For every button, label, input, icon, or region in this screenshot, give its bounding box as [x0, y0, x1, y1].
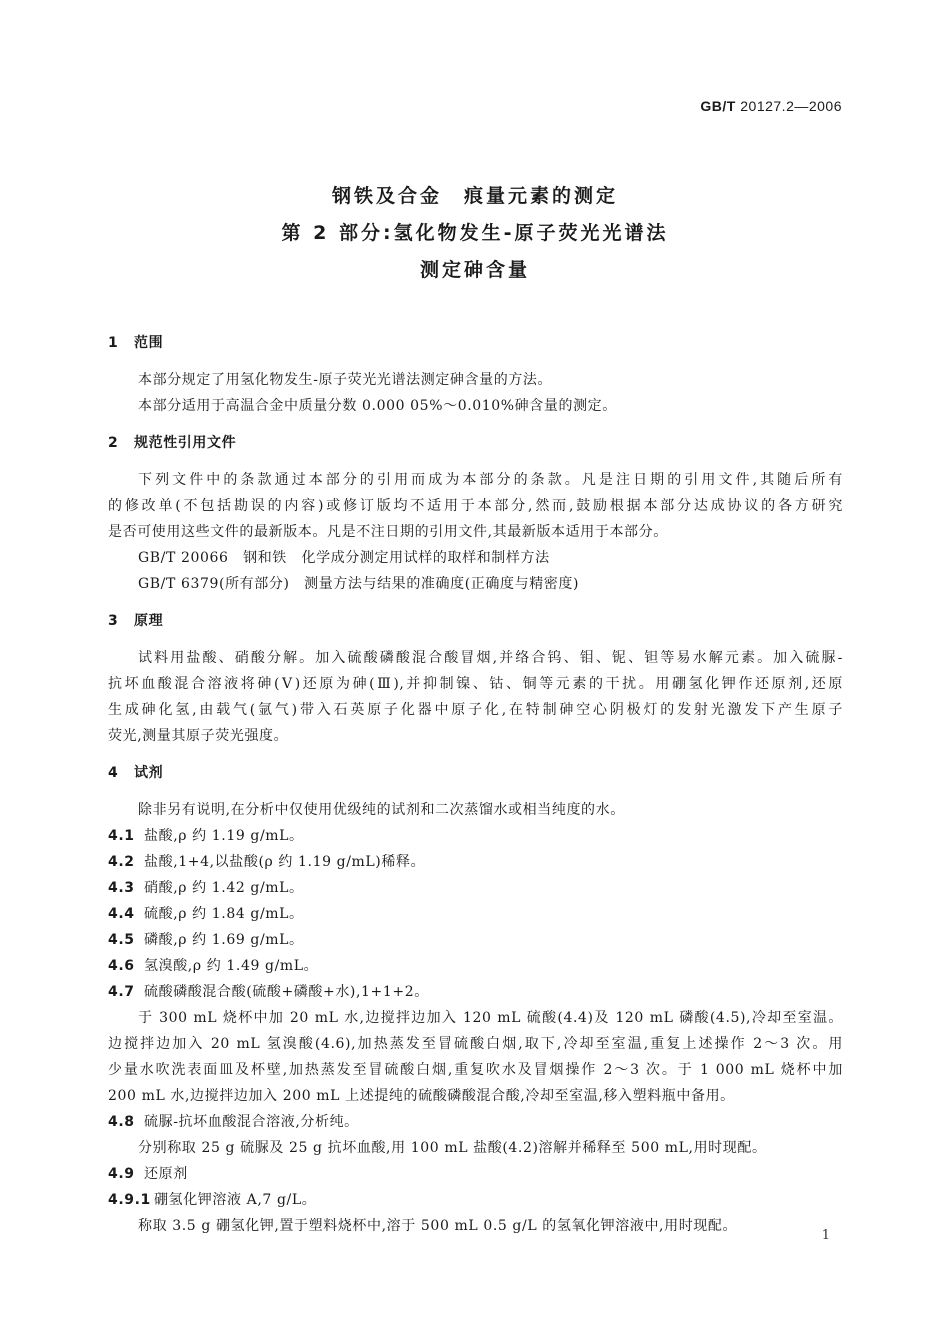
section-3-paragraph-line: 荧光,测量其原子荧光强度。 [108, 728, 289, 744]
reagent-item [108, 825, 843, 845]
title-line-2: 第 2 部分:氢化物发生-原子荧光光谱法 [281, 222, 669, 244]
section-1-paragraph-2: 本部分适用于高温合金中质量分数 0.000 05%～0.010%砷含量的测定。 [138, 398, 617, 414]
section-3-paragraph-line: 抗坏血酸混合溶液将砷(Ⅴ)还原为砷(Ⅲ),并抑制镍、钴、铜等元素的干扰。用硼氢化钾作还原剂,还原 [108, 676, 843, 692]
item-number: 4.1 [108, 828, 135, 844]
standard-code [700, 98, 842, 114]
item-number: 4.6 [108, 958, 135, 974]
section-2-paragraph-line: 下列文件中的条款通过本部分的引用而成为本部分的条款。凡是注日期的引用文件,其随后所有 [138, 472, 843, 488]
item-number: 4.4 [108, 906, 135, 922]
reagent-item [108, 903, 843, 923]
page-number: 1 [821, 1228, 830, 1243]
item-text: 硫脲-抗坏血酸混合溶液,分析纯。 [144, 1114, 359, 1130]
reagent-item [108, 1163, 843, 1183]
item-number: 4.7 [108, 984, 135, 1000]
section-title: 规范性引用文件 [134, 435, 237, 451]
reagent-item [108, 851, 843, 871]
reagent-4-7-procedure-line: 少量水吹洗表面皿及杯壁,加热蒸发至冒硫酸白烟,重复吹水及冒烟操作 2～3 次。于 1 000 mL 烧杯中加 [108, 1062, 843, 1078]
section-4-heading [108, 762, 843, 782]
section-title: 原理 [134, 613, 164, 629]
reagent-4-7-procedure-line: 200 mL 水,边搅拌边加入 200 mL 上述提纯的硫酸磷酸混合酸,冷却至室温,移入塑料瓶中备用。 [108, 1088, 735, 1104]
reagent-4-9-1-procedure: 称取 3.5 g 硼氢化钾,置于塑料烧杯中,溶于 500 mL 0.5 g/L 的氢氧化钾溶液中,用时现配。 [138, 1218, 738, 1234]
reagent-4-8-procedure: 分别称取 25 g 硫脲及 25 g 抗坏血酸,用 100 mL 盐酸(4.2)溶解并稀释至 500 mL,用时现配。 [138, 1140, 767, 1156]
section-title: 试剂 [134, 765, 164, 781]
reagent-item [108, 981, 843, 1001]
item-number: 4.8 [108, 1114, 135, 1130]
item-text: 氢溴酸,ρ 约 1.49 g/mL。 [144, 958, 319, 974]
section-title: 范围 [134, 335, 164, 351]
reagent-item [108, 955, 843, 975]
item-text: 盐酸,1+4,以盐酸(ρ 约 1.19 g/mL)稀释。 [144, 854, 426, 870]
item-text: 硝酸,ρ 约 1.42 g/mL。 [144, 880, 304, 896]
standard-code-number: 20127.2—2006 [735, 98, 842, 114]
item-number: 4.5 [108, 932, 135, 948]
item-text: 盐酸,ρ 约 1.19 g/mL。 [144, 828, 304, 844]
title-line-3: 测定砷含量 [419, 259, 530, 281]
item-number: 4.9 [108, 1166, 135, 1182]
section-3-heading [108, 610, 843, 630]
item-text: 还原剂 [144, 1166, 188, 1182]
item-number: 4.9.1 [108, 1192, 151, 1208]
item-text: 硼氢化钾溶液 A,7 g/L。 [154, 1192, 317, 1208]
standard-code-prefix: GB/T [700, 98, 736, 114]
title-line-1: 钢铁及合金 痕量元素的测定 [331, 185, 618, 207]
normative-reference-2: GB/T 6379(所有部分) 测量方法与结果的准确度(正确度与精密度) [138, 576, 580, 592]
section-1-paragraph-1: 本部分规定了用氢化物发生-原子荧光光谱法测定砷含量的方法。 [138, 372, 553, 388]
section-number: 3 [108, 613, 119, 629]
section-3-paragraph-line: 试料用盐酸、硝酸分解。加入硫酸磷酸混合酸冒烟,并络合钨、钼、铌、钽等易水解元素。加入硫脲- [138, 650, 843, 666]
section-number: 2 [108, 435, 119, 451]
item-number: 4.3 [108, 880, 135, 896]
section-2-paragraph-line: 是否可使用这些文件的最新版本。凡是不注日期的引用文件,其最新版本适用于本部分。 [108, 524, 668, 540]
item-text: 硫酸磷酸混合酸(硫酸+磷酸+水),1+1+2。 [144, 984, 429, 1000]
section-number: 4 [108, 765, 119, 781]
item-text: 硫酸,ρ 约 1.84 g/mL。 [144, 906, 304, 922]
reagent-subitem [108, 1189, 843, 1209]
section-2-paragraph-line: 的修改单(不包括勘误的内容)或修订版均不适用于本部分,然而,鼓励根据本部分达成协议的各方研究 [108, 498, 843, 514]
section-3-paragraph-line: 生成砷化氢,由载气(氩气)带入石英原子化器中原子化,在特制砷空心阴极灯的发射光激发下产生原子 [108, 702, 843, 718]
item-number: 4.2 [108, 854, 135, 870]
item-text: 磷酸,ρ 约 1.69 g/mL。 [144, 932, 304, 948]
reagent-4-7-procedure-line: 边搅拌边加入 20 mL 氢溴酸(4.6),加热蒸发至冒硫酸白烟,取下,冷却至室温,重复上述操作 2～3 次。用 [108, 1036, 843, 1052]
reagent-4-7-procedure-line: 于 300 mL 烧杯中加 20 mL 水,边搅拌边加入 120 mL 硫酸(4.4)及 120 mL 磷酸(4.5),冷却至室温。 [138, 1010, 843, 1026]
section-2-heading [108, 432, 843, 452]
section-1-heading [108, 332, 843, 352]
section-number: 1 [108, 335, 119, 351]
normative-reference-1: GB/T 20066 钢和铁 化学成分测定用试样的取样和制样方法 [138, 550, 550, 566]
section-4-intro: 除非另有说明,在分析中仅使用优级纯的试剂和二次蒸馏水或相当纯度的水。 [138, 802, 625, 818]
reagent-item [108, 877, 843, 897]
reagent-item [108, 1111, 843, 1131]
reagent-item [108, 929, 843, 949]
